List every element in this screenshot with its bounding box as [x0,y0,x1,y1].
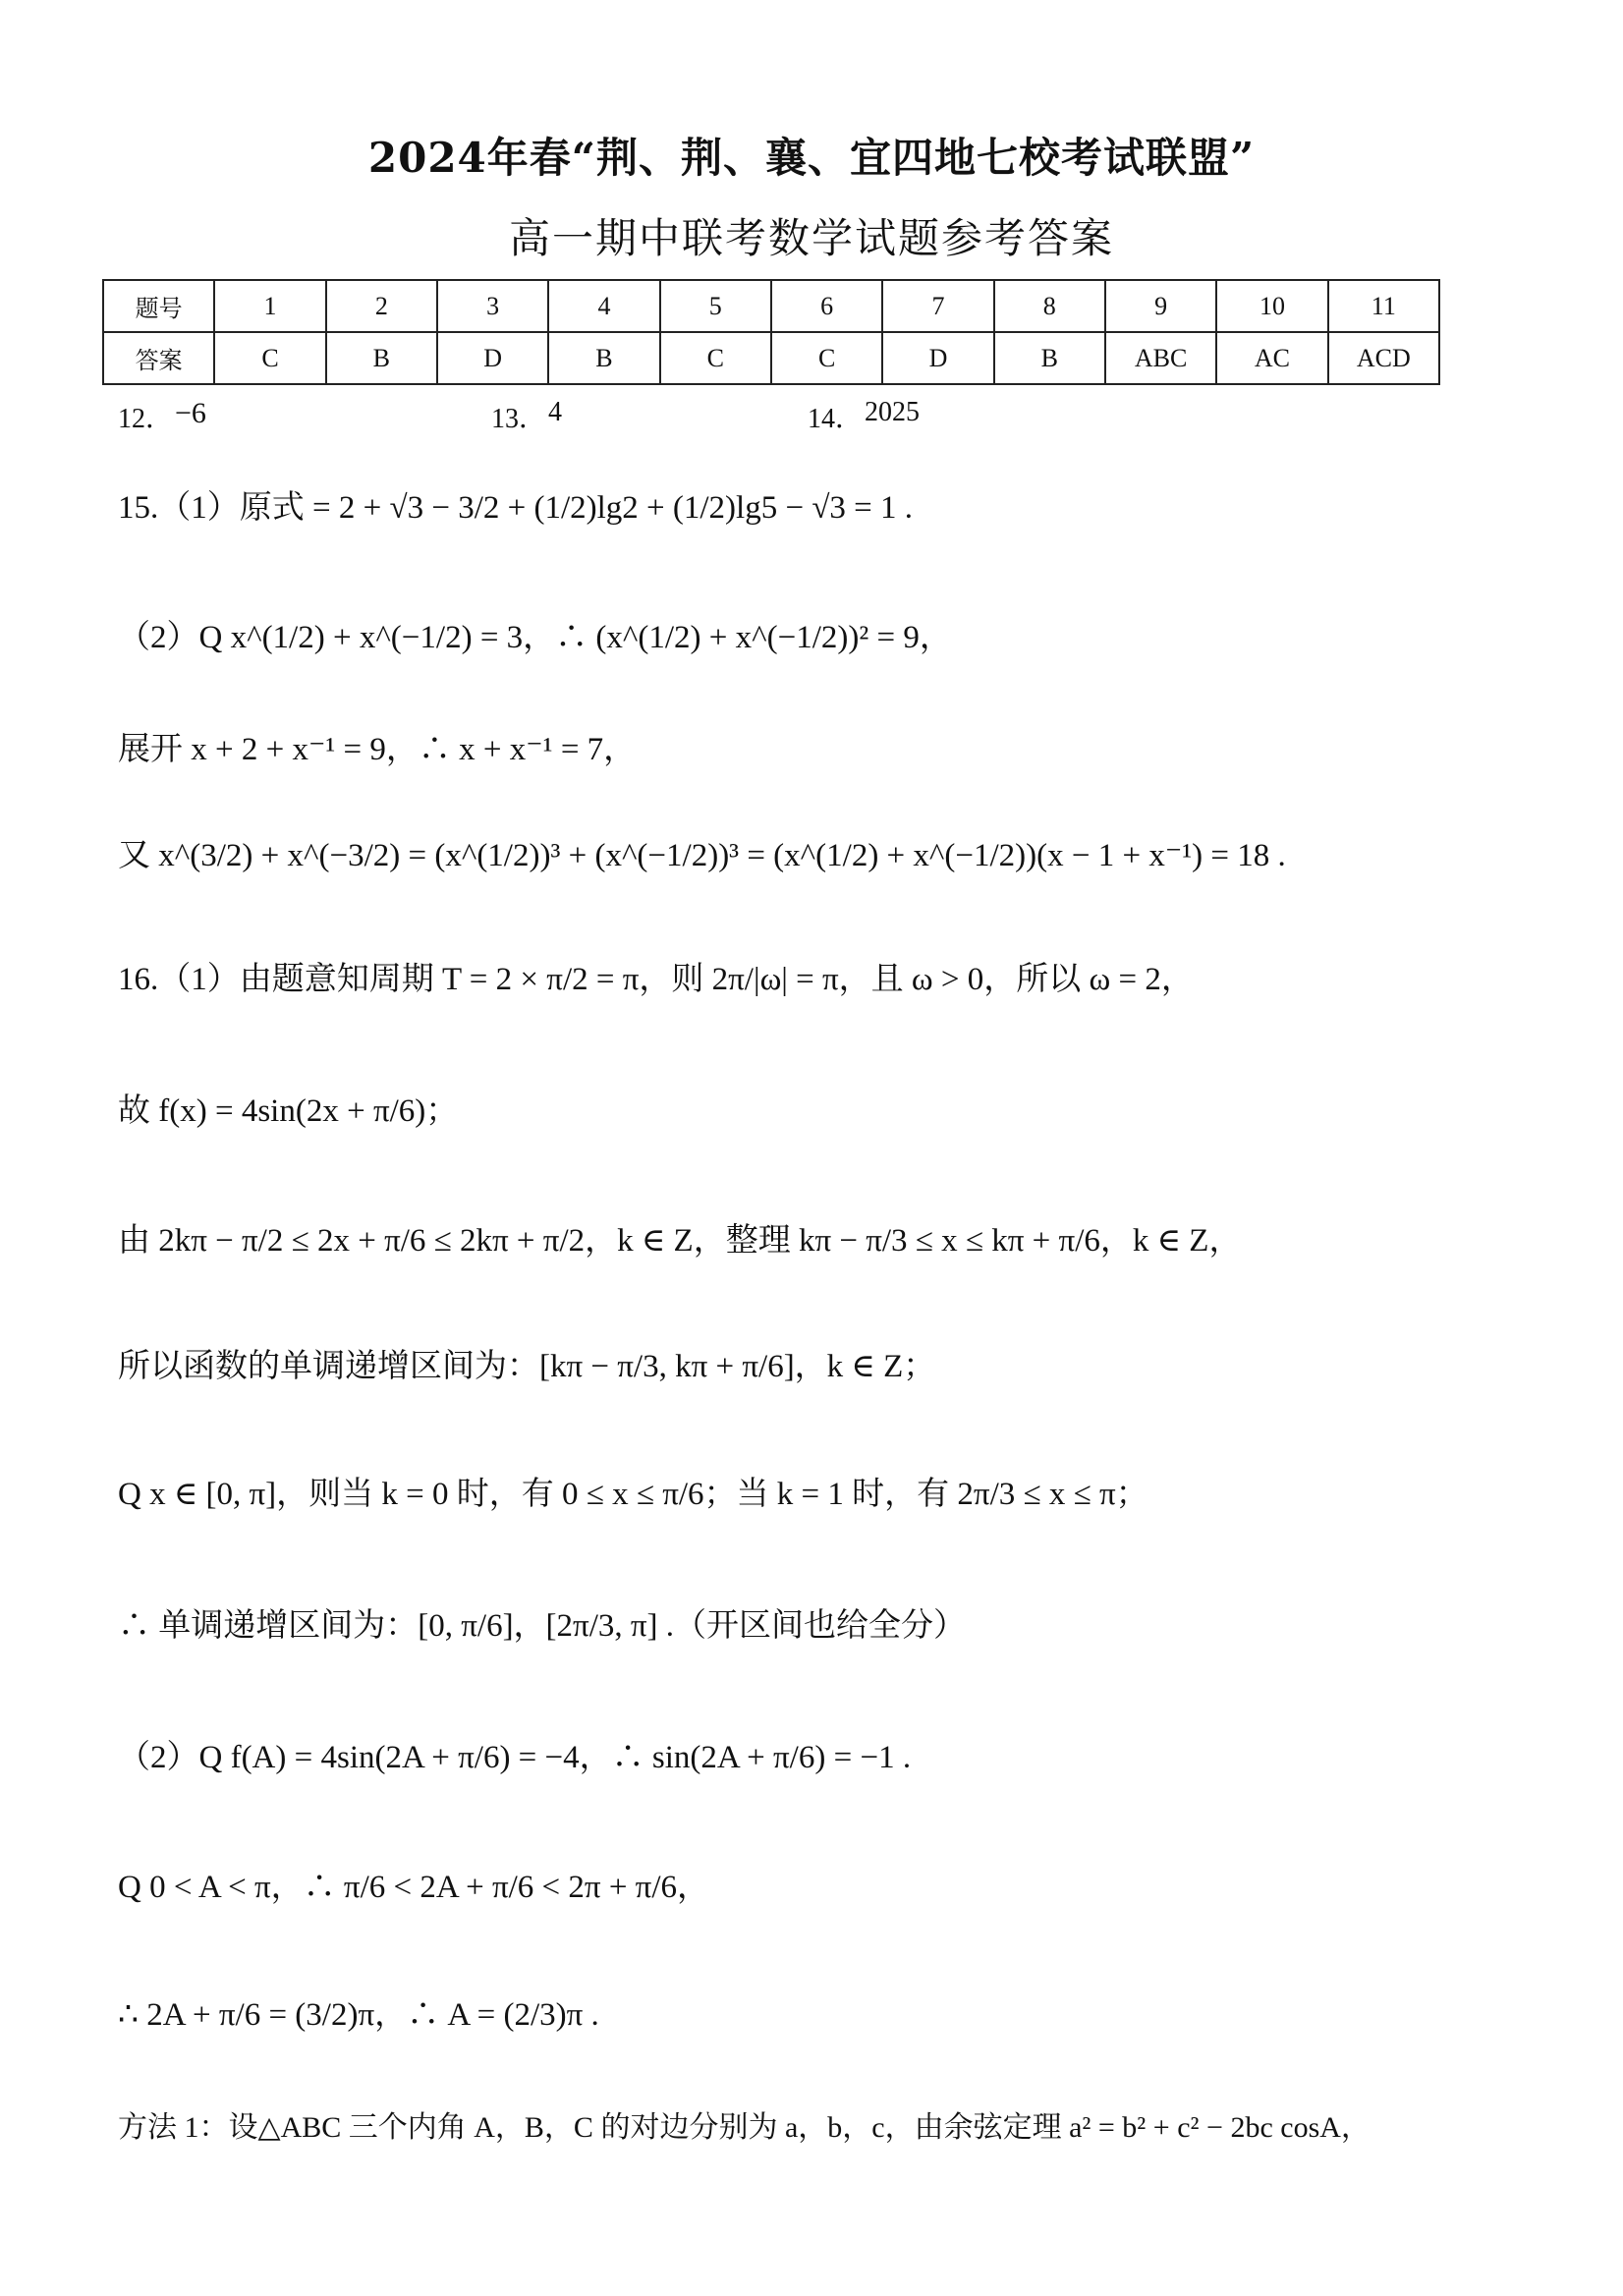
answer-cell: D [437,332,548,384]
answer-cell: C [660,332,771,384]
solution-line [118,1599,966,1646]
answer-cell: ABC [1105,332,1216,384]
solution-text-15-4: 又 x^(3/2) + x^(−3/2) = (x^(1/2))³ + (x^(−1/2))³ = (x^(1/2) + x^(−1/2))(x − 1 + x⁻¹) = 18 . [118,838,1286,873]
question-number: 7 [882,280,993,332]
question-number: 1 [214,280,325,332]
answer-cell: D [882,332,993,384]
fill-value-13: 4 [548,397,562,427]
solution-line [118,1468,1148,1514]
solution-text-16-8: Q 0 < A < π，∴ π/6 < 2A + π/6 < 2π + π/6， [118,1870,710,1905]
solution-line [118,1214,1241,1260]
solution-text-16-4: 所以函数的单调递增区间为：[kπ − π/3, kπ + π/6]，k ∈ Z； [118,1349,936,1384]
solution-line [118,829,1286,875]
solution-text-16-6: ∴ 单调递增区间为：[0, π/6]，[2π/3, π] .（开区间也给全分） [118,1608,967,1644]
question-number: 5 [660,280,771,332]
solution-text-15-1: 15.（1）原式 = 2 + √3 − 3/2 + (1/2)lg2 + (1/2)lg5 − √3 = 1 . [118,490,914,526]
question-number: 8 [994,280,1105,332]
answer-cell: B [548,332,659,384]
solution-line [118,953,1194,999]
document-title: 2024年春“荆、荆、襄、宜四地七校考试联盟” [367,134,1256,182]
row-label-answer: 答案 [103,332,214,384]
answer-cell: AC [1216,332,1327,384]
solution-line [118,1731,911,1777]
question-number: 2 [326,280,437,332]
solution-line [118,2102,1371,2146]
fill-value-12: −6 [175,397,206,429]
solution-line [118,481,913,528]
question-number: 6 [771,280,882,332]
solution-line [118,1988,599,2035]
solution-text-16-3: 由 2kπ − π/2 ≤ 2x + π/6 ≤ 2kπ + π/2，k ∈ Z，整理 kπ − π/3 ≤ x ≤ kπ + π/6，k ∈ Z， [118,1223,1242,1259]
answer-cell: C [214,332,325,384]
answer-table [102,279,1440,385]
fill-label-12: 12． [118,404,174,434]
solution-text-15-3: 展开 x + 2 + x⁻¹ = 9，∴ x + x⁻¹ = 7， [118,732,637,767]
solution-line [118,1085,458,1131]
solution-line [118,1861,709,1907]
question-number: 4 [548,280,659,332]
row-label-number: 题号 [103,280,214,332]
solution-line [118,1340,935,1386]
answer-cell: B [994,332,1105,384]
question-number: 9 [1105,280,1216,332]
answer-table-number-row [103,280,1439,332]
question-number: 3 [437,280,548,332]
document-subtitle: 高一期中联考数学试题参考答案 [508,214,1114,262]
answer-table-answer-row [103,332,1439,384]
fill-value-14: 2025 [865,397,920,427]
solution-text-16-7: （2）Q f(A) = 4sin(2A + π/6) = −4，∴ sin(2A + π/6) = −1 . [118,1740,912,1775]
answer-cell: ACD [1328,332,1439,384]
solution-text-16-5: Q x ∈ [0, π]，则当 k = 0 时，有 0 ≤ x ≤ π/6；当 k = 1 时，有 2π/3 ≤ x ≤ π； [118,1477,1148,1512]
solution-text-16-9: ∴ 2A + π/6 = (3/2)π，∴ A = (2/3)π . [118,1997,599,2033]
fill-label-13: 13． [491,404,547,434]
solution-line [118,611,952,657]
solution-text-16-10: 方法 1：设△ABC 三个内角 A，B，C 的对边分别为 a，b，c，由余弦定理 a² = b² + c² − 2bc cosA， [118,2111,1371,2144]
solution-text-16-1: 16.（1）由题意知周期 T = 2 × π/2 = π，则 2π/|ω| = π，且 ω > 0，所以 ω = 2， [118,962,1194,997]
solution-line [118,723,636,769]
fill-label-14: 14． [808,404,864,434]
question-number: 11 [1328,280,1439,332]
answer-cell: B [326,332,437,384]
solution-text-16-2: 故 f(x) = 4sin(2x + π/6)； [118,1093,459,1129]
answer-cell: C [771,332,882,384]
question-number: 10 [1216,280,1327,332]
solution-text-15-2: （2）Q x^(1/2) + x^(−1/2) = 3，∴ (x^(1/2) + x^(−1/2))² = 9， [118,620,952,655]
